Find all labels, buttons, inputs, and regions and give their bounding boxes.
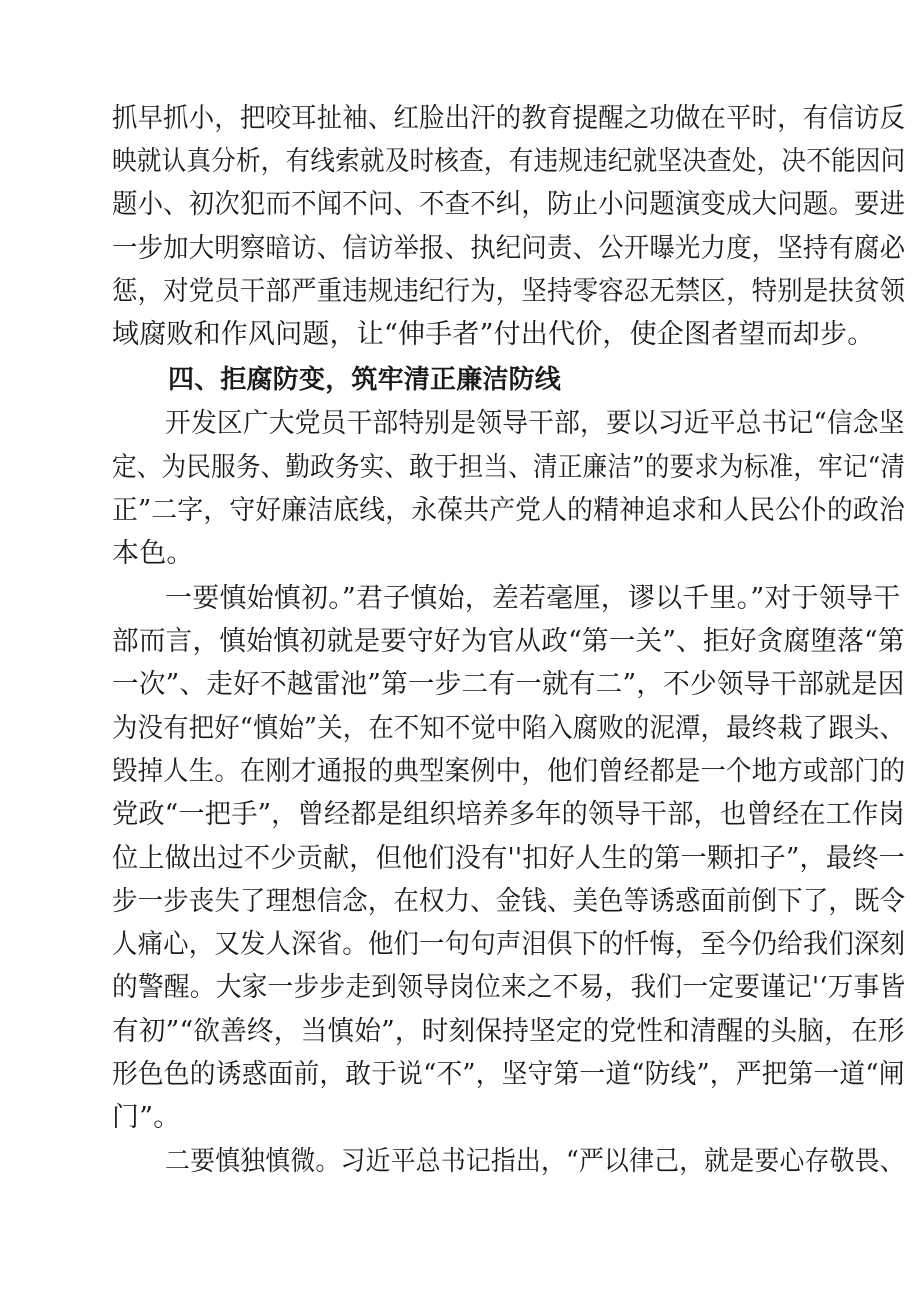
paragraph-line: 映就认真分析，有线索就及时核查，有违规违纪就坚决查处，决不能因问	[112, 146, 906, 177]
paragraph-line: 本色。	[112, 538, 194, 569]
paragraph-line: 党政“一把手”，曾经都是组织培养多年的领导干部，也曾经在工作岗	[112, 799, 905, 830]
paragraph-line: 开发区广大党员干部特别是领导干部，要以习近平总书记“信念坚	[165, 408, 905, 439]
paragraph-line: 形色色的诱惑面前，敢于说“不”，坚守第一道“防线”，严把第一道“闸	[112, 1059, 905, 1090]
paragraph-line: 正”二字，守好廉洁底线，永葆共产党人的精神追求和人民公仆的政治	[112, 495, 905, 526]
paragraph-line: 一步加大明察暗访、信访举报、执纪问责、公开曝光力度，坚持有腐必	[112, 233, 906, 264]
paragraph-line: 步一步丧失了理想信念，在权力、金钱、美色等诱惑面前倒下了，既令	[112, 886, 906, 917]
paragraph-line: 惩，对党员干部严重违规违纪行为，坚持零容忍无禁区，特别是扶贫领	[112, 276, 906, 307]
paragraph-line: 为没有把好“慎始”关，在不知不觉中陷入腐败的泥潭，最终栽了跟头、	[112, 713, 906, 744]
paragraph-line: 一次”、走好不越雷池”第一步二有一就有二”，不少领导干部就是因	[112, 669, 905, 700]
paragraph-line: 域腐败和作风问题，让“伸手者”付出代价，使企图者望而却步。	[112, 319, 875, 350]
paragraph-line: 抓早抓小，把咬耳扯袖、红脸出汗的教育提醒之功做在平时，有信访反	[112, 103, 906, 134]
paragraph-line: 有初”“欲善终，当慎始”，时刻保持坚定的党性和清醒的头脑，在形	[112, 1016, 905, 1047]
paragraph-line: 毁掉人生。在刚才通报的典型案例中，他们曾经都是一个地方或部门的	[112, 756, 906, 787]
paragraph-line: 人痛心，又发人深省。他们一句句声泪俱下的忏悔，至今仍给我们深刻	[112, 929, 906, 960]
paragraph-line: 部而言，慎始慎初就是要守好为官从政“第一关”、拒好贪腐堕落“第	[112, 626, 905, 657]
paragraph-line: 定、为民服务、勤政务实、敢于担当、清正廉洁”的要求为标准，牢记“清	[112, 452, 906, 483]
paragraph-line: 一要慎始慎初。”君子慎始，差若毫厘，谬以千里。”对于领导干	[165, 583, 901, 614]
section-heading: 四、拒腐防变，筑牢清正廉洁防线	[168, 365, 562, 395]
paragraph-line: 二要慎独慎微。习近平总书记指出，“严以律己，就是要心存敬畏、	[165, 1146, 905, 1177]
paragraph-line: 的警醒。大家一步步走到领导岗位来之不易，我们一定要谨记'‘万事皆	[112, 972, 906, 1003]
paragraph-line: 位上做出过不少贡献，但他们没有''扣好人生的第一颗扣子”，最终一	[112, 843, 906, 874]
paragraph-line: 题小、初次犯而不闻不问、不查不纠，防止小问题演变成大问题。要进	[112, 189, 906, 220]
paragraph-line: 门”。	[112, 1102, 181, 1133]
